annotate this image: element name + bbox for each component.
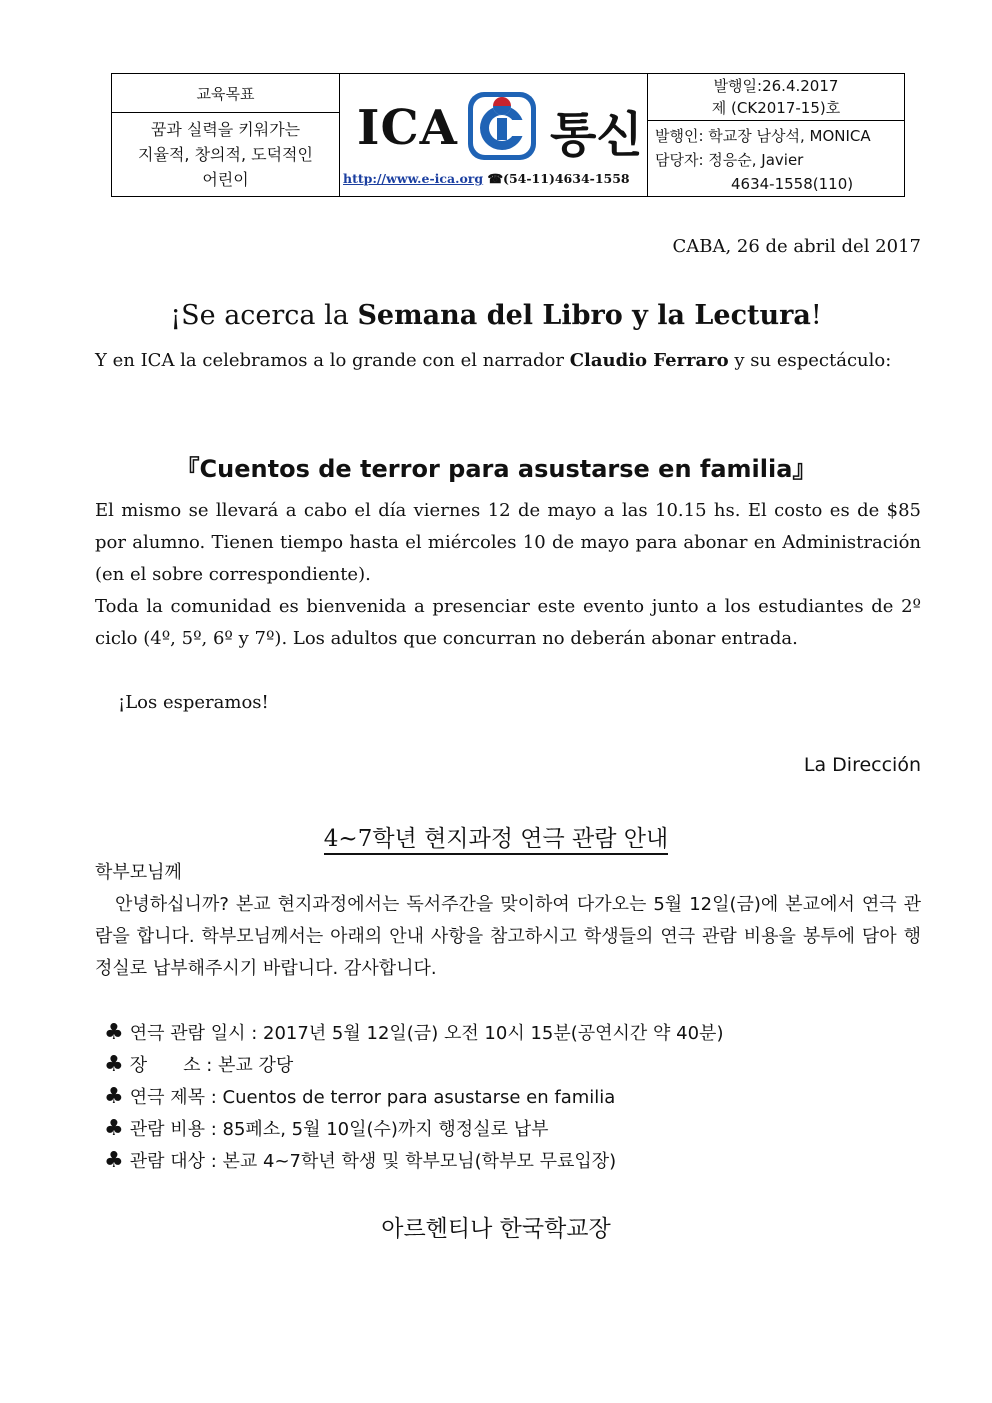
korean-notice-title	[0, 820, 992, 853]
closing-signature: 아르헨티나 한국학교장	[381, 1216, 611, 1242]
education-goal-text	[112, 113, 339, 196]
letter-body-2: Toda la comunidad es bienvenida a presenciar este evento junto a los estudiantes de 2º ciclo (4º, 5º, 6º y 7º). Los adultos que concurran no deberán abonar entrada.	[95, 596, 921, 649]
publication-info-box	[648, 74, 904, 196]
list-item	[104, 1113, 723, 1145]
letter-headline	[0, 300, 992, 331]
narrator-name: Claudio Ferraro	[569, 350, 729, 371]
newsletter-header	[111, 73, 905, 197]
letter-body-3: ¡Los esperamos!	[118, 692, 269, 713]
headline-bold: Semana del Libro y la Lectura	[357, 300, 811, 331]
list-item-text: 관람 대상 : 본교 4~7학년 학생 및 학부모님(학부모 무료입장)	[129, 1151, 617, 1172]
brand-tongsin-text: 통신	[550, 107, 643, 163]
education-goal-title: 교육목표	[112, 74, 339, 113]
intro-pre: Y en ICA la celebramos a lo grande con el narrador	[95, 350, 570, 371]
korean-body: 안녕하십니까? 본교 현지과정에서는 독서주간을 맞이하여 다가오는 5월 12일(금)에 본교에서 연극 관람을 합니다. 학부모님께서는 아래의 안내 사항을 참고하시고 학생들의 연극 관람 비용을 봉투에 담아 행정실로 납부해주시기 바랍니다. 감사합니다.	[95, 894, 921, 979]
brand-ica-text: ICA	[357, 100, 458, 156]
publisher: 발행인: 학교장 남상석, MONICA	[655, 127, 871, 145]
brand-box	[340, 74, 648, 196]
brand	[340, 80, 647, 190]
list-item	[104, 1081, 723, 1113]
goal-line: 어린이	[202, 170, 249, 189]
contact-person: 담당자: 정응순, Javier	[655, 151, 804, 169]
letter-intro	[95, 345, 921, 377]
club-suit-icon: ♣	[104, 1020, 124, 1045]
education-goal-box	[112, 74, 340, 196]
headline-pre: ¡Se acerca la	[170, 300, 358, 331]
goal-line: 지율적, 창의적, 도덕적인	[138, 145, 313, 164]
club-suit-icon: ♣	[104, 1052, 124, 1077]
club-suit-icon: ♣	[104, 1148, 124, 1173]
list-item-text: 관람 비용 : 85페소, 5월 10일(수)까지 행정실로 납부	[129, 1119, 549, 1140]
list-item	[104, 1049, 723, 1081]
intro-post: y su espectáculo:	[728, 350, 892, 371]
korean-greeting: 학부모님께	[95, 862, 182, 883]
club-suit-icon: ♣	[104, 1084, 124, 1109]
event-details-list	[104, 1017, 723, 1177]
issue-number: 제 (CK2017-15)호	[711, 99, 841, 117]
korean-title-text: 4~7학년 현지과정 연극 관람 안내	[324, 826, 668, 855]
publisher-info	[648, 121, 904, 196]
brand-contact	[343, 171, 647, 186]
ica-logo-icon	[466, 90, 538, 162]
list-item	[104, 1145, 723, 1177]
list-item-text: 연극 관람 일시 : 2017년 5월 12일(금) 오전 10시 15분(공연시간 약 40분)	[129, 1023, 724, 1044]
list-item	[104, 1017, 723, 1049]
goal-line: 꿈과 실력을 키워가는	[150, 120, 301, 139]
list-item-text: 장 소 : 본교 강당	[129, 1055, 294, 1076]
show-title: 『Cuentos de terror para asustarse en familia』	[175, 455, 817, 483]
letter-body-1: El mismo se llevará a cabo el día viernes 12 de mayo a las 10.15 hs. El costo es de $85 por alumno. Tienen tiempo hasta el miércoles 10 de mayo para abonar en Administración (en el sobre correspondiente).	[95, 500, 921, 585]
contact-phone: 4634-1558(110)	[731, 175, 854, 193]
letter-signature: La Dirección	[803, 754, 921, 776]
website-link[interactable]: http://www.e-ica.org	[343, 171, 484, 186]
phone-number: ☎(54-11)4634-1558	[487, 171, 630, 186]
issue-info	[648, 74, 904, 121]
letter-date: CABA, 26 de abril del 2017	[672, 236, 921, 257]
issue-date: 발행일:26.4.2017	[713, 77, 839, 95]
list-item-text: 연극 제목 : Cuentos de terror para asustarse en familia	[129, 1087, 616, 1108]
club-suit-icon: ♣	[104, 1116, 124, 1141]
headline-post: !	[810, 300, 822, 331]
